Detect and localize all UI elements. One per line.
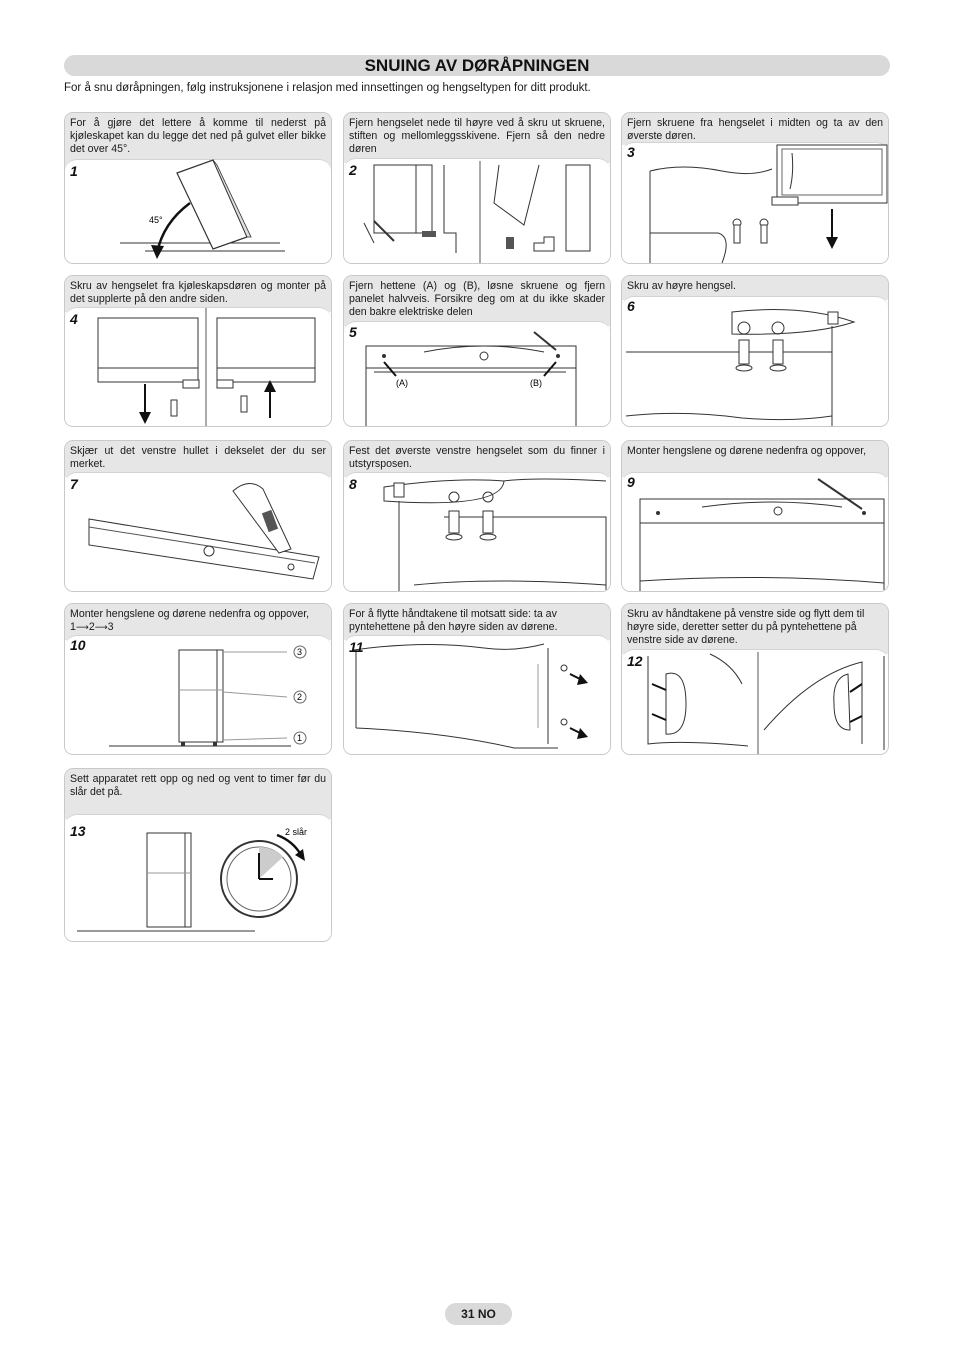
step-number: 8 (349, 476, 357, 492)
step-panel-8 (343, 440, 611, 592)
step-caption: Skru av høyre hengsel. (622, 276, 888, 300)
step-number: 12 (627, 653, 643, 669)
step-number: 10 (70, 637, 86, 653)
step-panel-5 (343, 275, 611, 427)
step-illustration (622, 441, 889, 592)
sequence-3: 3 (107, 621, 114, 633)
page-title: SNUING AV DØRÅPNINGEN (364, 56, 590, 75)
step-illustration (65, 604, 332, 755)
step-illustration (65, 113, 332, 264)
step-number: 11 (349, 639, 364, 655)
page-title-bar (64, 55, 890, 76)
step-number: 5 (349, 324, 357, 340)
step-panel-3 (621, 112, 889, 264)
step-number: 6 (627, 298, 635, 314)
step-caption: Fjern hettene (A) og (B), løsne skruene og fjern panelet halvveis. Forsikre deg om at du ikke skader den bakre elektriske delen (344, 276, 610, 326)
callout-3: 3 (297, 647, 303, 657)
cap-a-label: (A) (396, 378, 408, 388)
step-caption: Fest det øverste venstre hengselet som du finner i utstyrsposen. (344, 441, 610, 477)
callout-1: 1 (297, 733, 303, 743)
step-illustration (622, 604, 889, 755)
step-number: 2 (349, 162, 357, 178)
step-number: 3 (627, 144, 635, 160)
step-caption: Skjær ut det venstre hullet i dekselet der du ser merket. (65, 441, 331, 477)
step-illustration (65, 769, 332, 942)
step-panel-7 (64, 440, 332, 592)
step-caption: Monter hengslene og dørene nedenfra og oppover, (622, 441, 888, 477)
step-panel-13 (64, 768, 332, 942)
step-illustration (622, 113, 889, 264)
step-caption-text: Monter hengslene og dørene nedenfra og oppover, (70, 608, 310, 620)
sequence-1: 1 (70, 621, 76, 633)
step-caption: Fjern hengselet nede til høyre ved å skru ut skruene, stiften og mellomleggsskivene. Fjern så den nedre døren (344, 113, 610, 163)
step-number: 9 (627, 474, 635, 490)
step-panel-1 (64, 112, 332, 264)
step-illustration (344, 604, 611, 755)
timer-label: 2 slår (285, 827, 308, 837)
step-illustration (344, 441, 611, 592)
step-caption: For å flytte håndtakene til motsatt side: ta av pyntehettene på den høyre siden av dørene. (344, 604, 610, 640)
angle-label: 45° (149, 215, 163, 225)
step-panel-6 (621, 275, 889, 427)
step-panel-11 (343, 603, 611, 755)
step-number: 4 (70, 311, 78, 327)
step-illustration (65, 441, 332, 592)
sequence-arrow-icon: ⟶ (75, 622, 89, 632)
step-illustration (344, 276, 611, 427)
page-number: 31 NO (445, 1303, 512, 1325)
cap-b-label: (B) (530, 378, 542, 388)
step-panel-4 (64, 275, 332, 427)
step-caption: Fjern skruene fra hengselet i midten og ta av den øverste døren. (622, 113, 888, 145)
sequence-arrow-icon: ⟶ (94, 622, 108, 632)
intro-text: For å snu døråpningen, følg instruksjonene i relasjon med innsettingen og hengseltypen for ditt produkt. (64, 82, 591, 94)
step-illustration (344, 113, 611, 264)
step-panel-9 (621, 440, 889, 592)
step-caption: Sett apparatet rett opp og ned og vent to timer før du slår det på. (65, 769, 331, 819)
step-caption: Skru av hengselet fra kjøleskapsdøren og monter på det supplerte på den andre siden. (65, 276, 331, 312)
step-number: 1 (70, 163, 78, 179)
callout-2: 2 (297, 692, 303, 702)
step-panel-2 (343, 112, 611, 264)
step-caption: For å gjøre det lettere å komme til nederst på kjøleskapet kan du legge det ned på gulvet eller bikke det over 45°. (65, 113, 331, 173)
step-caption: Skru av håndtakene på venstre side og flytt dem til høyre side, deretter setter du på pyntehettene på venstre side av dørene. (622, 604, 888, 654)
step-number: 7 (70, 476, 78, 492)
sequence-2: 2 (88, 621, 95, 633)
step-number: 13 (70, 823, 86, 839)
step-panel-12 (621, 603, 889, 755)
step-illustration (622, 276, 889, 427)
step-illustration (65, 276, 332, 427)
step-panel-10 (64, 603, 332, 755)
